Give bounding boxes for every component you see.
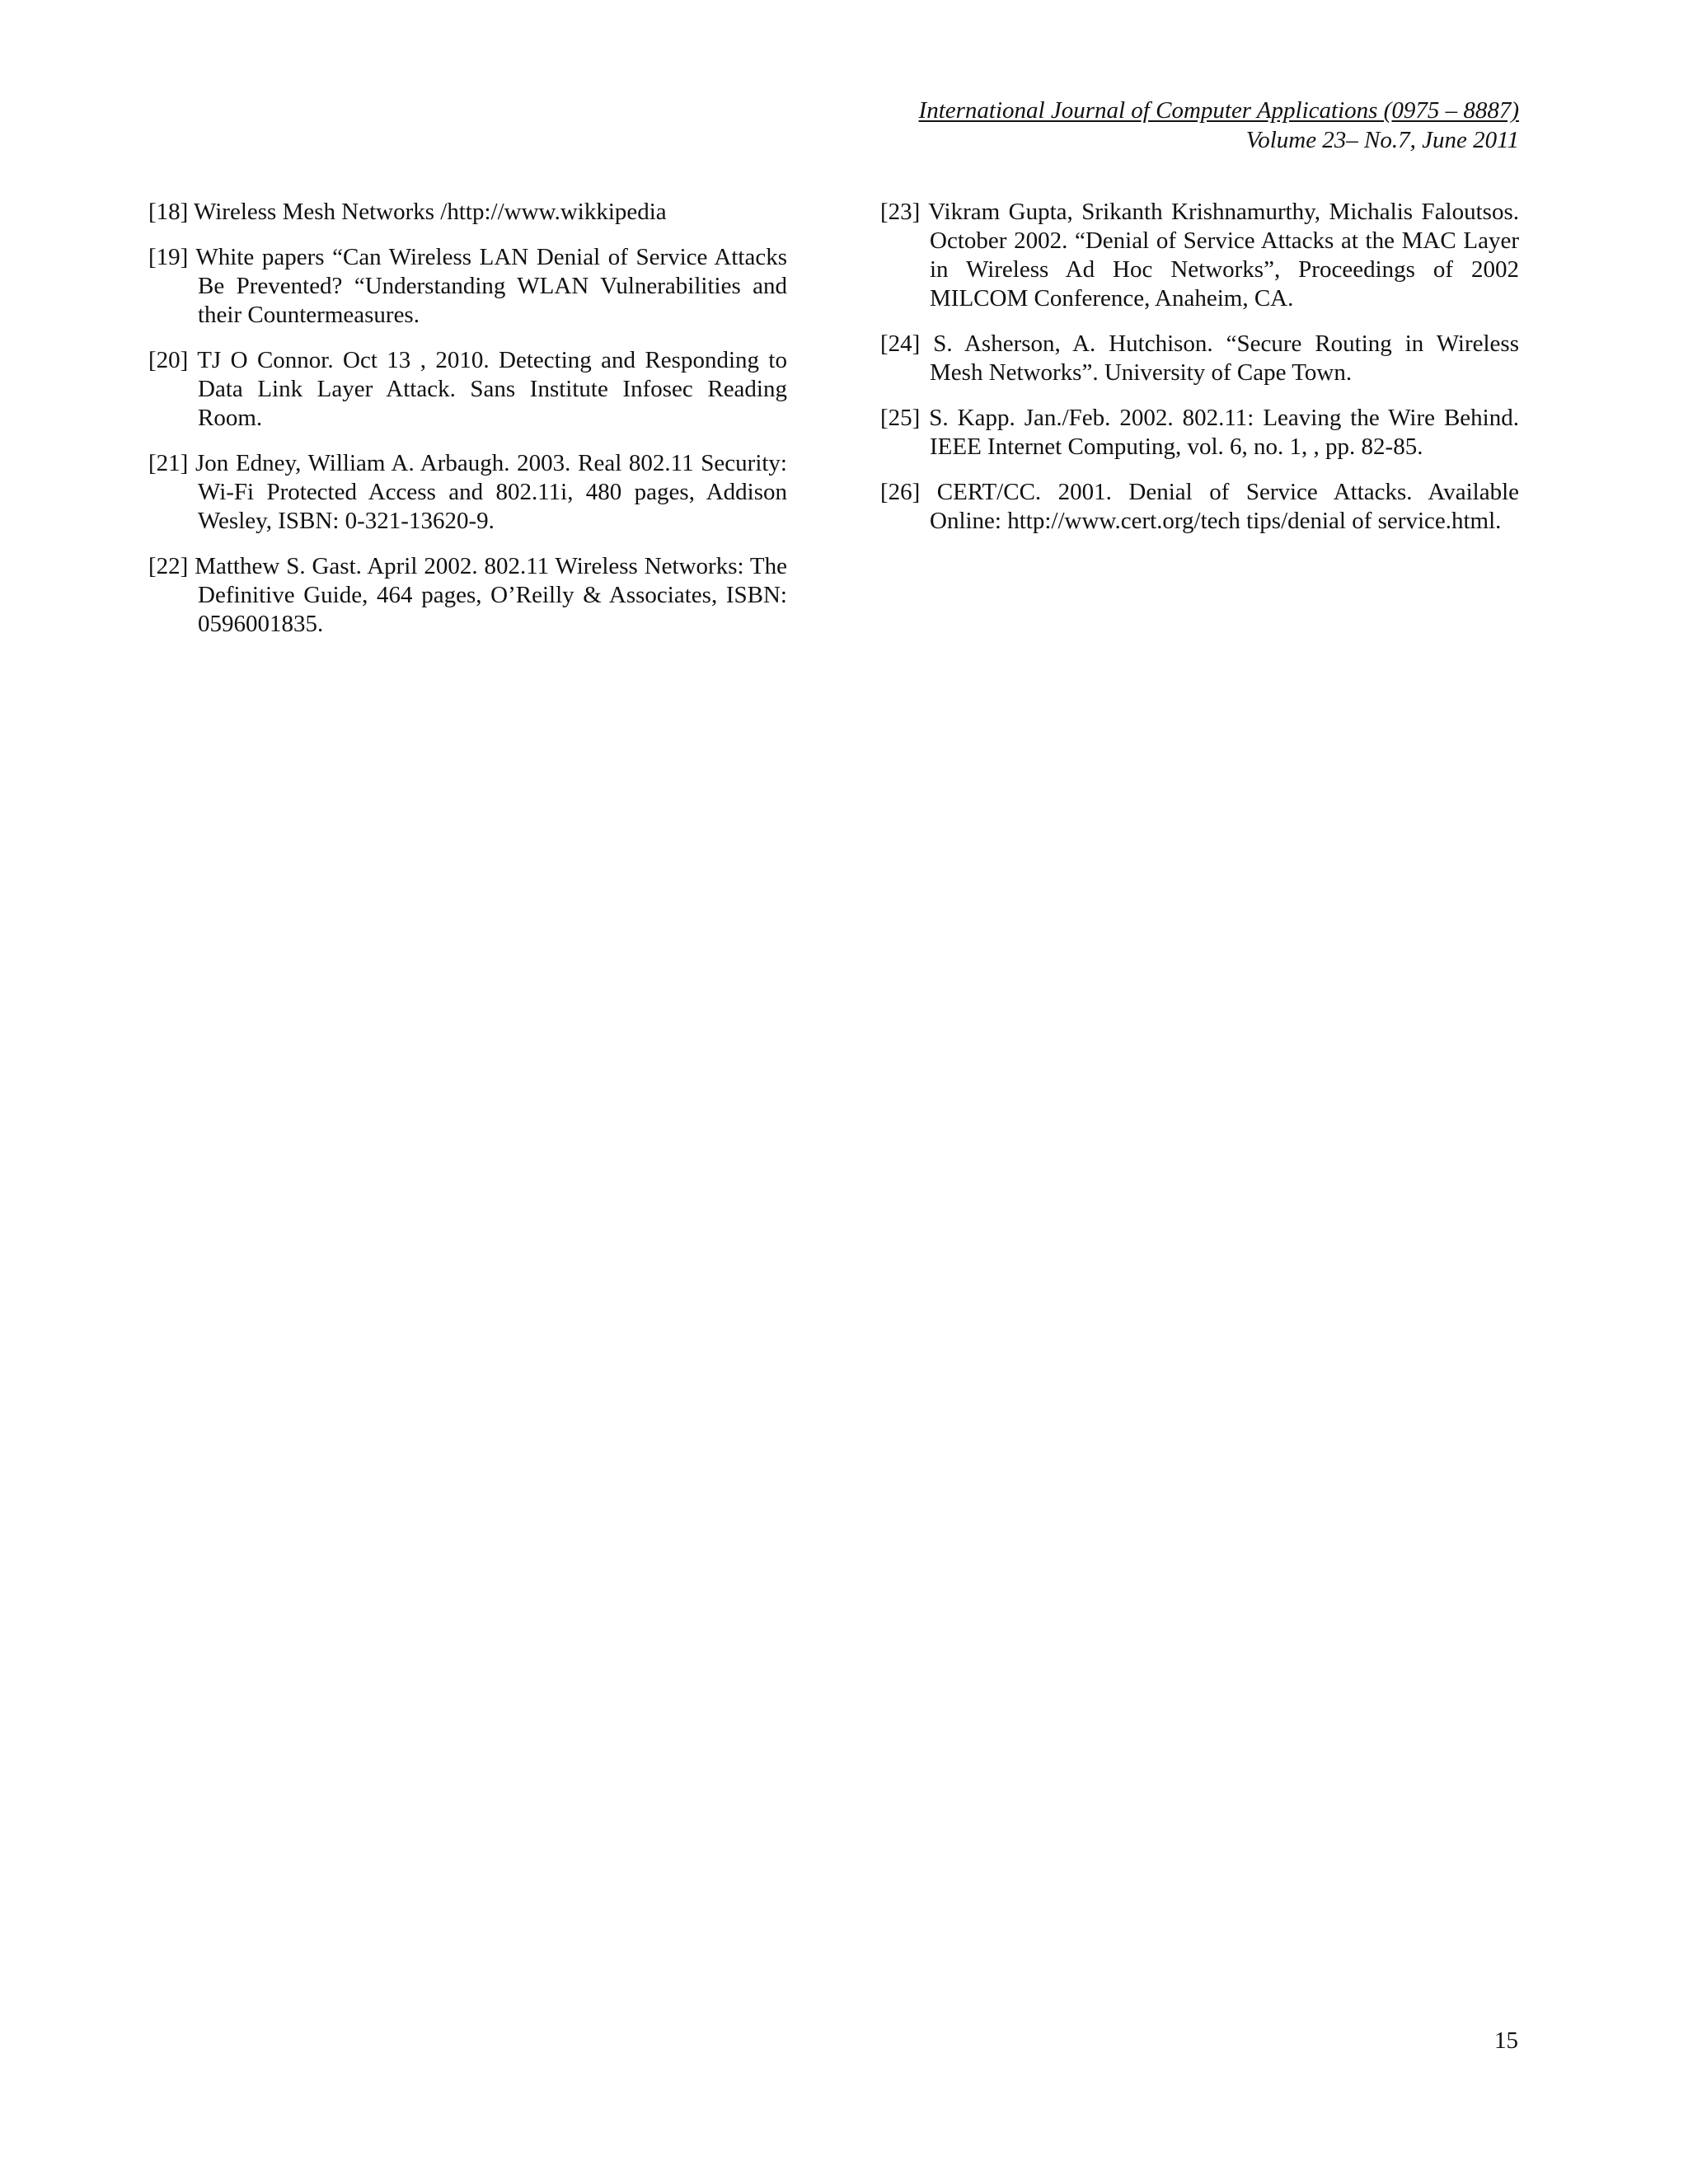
references-left-column — [148, 198, 787, 655]
reference-23: [23] Vikram Gupta, Srikanth Krishnamurthy, Michalis Faloutsos. October 2002. “Denial of Service Attacks at the MAC Layer in Wireless Ad Hoc Networks”, Proceedings of 2002 MILCOM Conference, Anaheim, CA. — [880, 199, 1519, 312]
reference-19: [19] White papers “Can Wireless LAN Denial of Service Attacks Be Prevented? “Understanding WLAN Vulnerabilities and their Countermeasures. — [148, 244, 787, 328]
volume-info: Volume 23– No.7, June 2011 — [1245, 127, 1519, 153]
reference-21: [21] Jon Edney, William A. Arbaugh. 2003. Real 802.11 Security: Wi-Fi Protected Access and 802.11i, 480 pages, Addison Wesley, ISBN: 0-321-13620-9. — [148, 450, 787, 534]
page-number: 15 — [1494, 2027, 1518, 2054]
reference-24: [24] S. Asherson, A. Hutchison. “Secure Routing in Wireless Mesh Networks”. University of Cape Town. — [880, 330, 1519, 386]
reference-18: [18] Wireless Mesh Networks /http://www.wikkipedia — [148, 199, 667, 225]
running-header — [919, 96, 1519, 155]
reference-20: [20] TJ O Connor. Oct 13 , 2010. Detecting and Responding to Data Link Layer Attack. Sans Institute Infosec Reading Room. — [148, 347, 787, 431]
references-right-column — [880, 198, 1519, 552]
reference-26: [26] CERT/CC. 2001. Denial of Service Attacks. Available Online: http://www.cert.org/tech tips/denial of service.html. — [880, 479, 1519, 534]
reference-22: [22] Matthew S. Gast. April 2002. 802.11 Wireless Networks: The Definitive Guide, 464 pages, O’Reilly & Associates, ISBN: 0596001835. — [148, 553, 787, 637]
reference-25: [25] S. Kapp. Jan./Feb. 2002. 802.11: Leaving the Wire Behind. IEEE Internet Computing, vol. 6, no. 1, , pp. 82-85. — [880, 405, 1519, 460]
journal-title: International Journal of Computer Applications (0975 – 8887) — [918, 97, 1519, 124]
